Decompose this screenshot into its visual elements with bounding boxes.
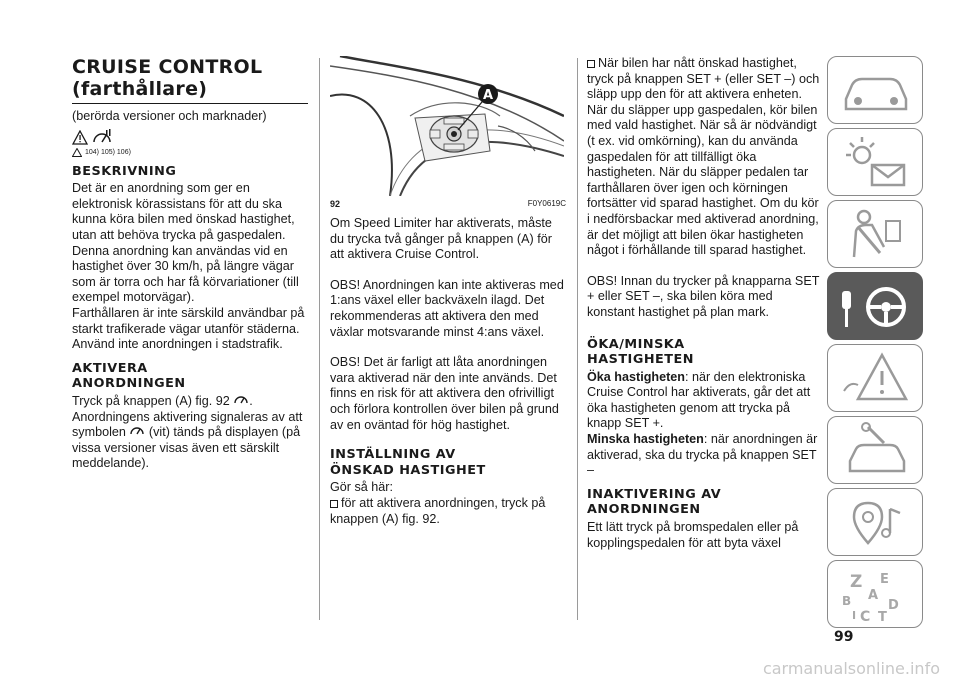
callout-label-a: A bbox=[482, 88, 494, 103]
signal-text-b: (vit) tänds på displayen (på vissa versioner visas även ett särskilt meddelande). bbox=[72, 425, 301, 471]
seatbelt-person-icon bbox=[828, 201, 923, 268]
warning-references: 104) 105) 106) bbox=[85, 148, 131, 156]
signal-text-a: Anordningens aktivering signaleras av att symbolen bbox=[72, 409, 303, 440]
figure-92-steering-wheel bbox=[330, 56, 564, 196]
bullet-set-speed bbox=[587, 56, 823, 259]
wrench-car-icon bbox=[828, 417, 923, 484]
car-icon bbox=[828, 57, 923, 124]
heading-installning bbox=[330, 447, 566, 478]
heading-inaktivering-line1: INAKTIVERING AV bbox=[587, 486, 722, 502]
warning-icons-row bbox=[72, 128, 308, 146]
small-warning-icon bbox=[72, 148, 82, 157]
heading-inaktivering-line2: ANORDNINGEN bbox=[587, 502, 701, 518]
warning-triangle-icon bbox=[828, 345, 923, 412]
tab-multimedia[interactable] bbox=[827, 488, 923, 556]
page-title bbox=[72, 56, 308, 100]
speedometer-icon bbox=[92, 128, 114, 146]
chapter-tabs bbox=[827, 56, 923, 632]
heading-beskrivning: BESKRIVNING bbox=[72, 163, 177, 179]
index-letter-d: D bbox=[888, 598, 899, 613]
figure-caption bbox=[330, 198, 566, 210]
paragraph-increase-speed bbox=[587, 370, 823, 432]
heading-oka-minska bbox=[587, 337, 823, 368]
paragraph-speed-limiter: Om Speed Limiter har aktiverats, måste du trycka två gånger på knappen (A) för att aktivera Cruise Control. bbox=[330, 216, 552, 262]
increase-speed-label: Öka hastigheten bbox=[587, 369, 685, 384]
decrease-speed-label: Minska hastigheten bbox=[587, 432, 704, 447]
paragraph-note-gear: OBS! Anordningen kan inte aktiveras med 1:ans växel eller backväxeln ilagd. Det rekommenderas att aktivera den med växlar motsvarande minst 4:ans växel. bbox=[330, 277, 564, 339]
title-rule bbox=[72, 103, 308, 104]
bullet-set-speed-text: När bilen har nått önskad hastighet, tryck på knappen SET + (eller SET –) och släpp upp den för att aktivera enheten. När du släpper upp gaspedalen, kör bilen med vald hastighet. När så är nödvändigt (t ex. vid omkörning), kan du använda gaspedalen för att tillfälligt öka hastigheten. När du släpper pedalen tar farthållaren över igen och körningen fortsätter vid sparad hastighet. Om du kör i nedförsbackar med aktiverad anordning, är det möjligt att bilen ökar hastigheten något i förhållande till sparad hastighet. bbox=[587, 56, 820, 258]
column-middle bbox=[330, 56, 566, 527]
bullet-square-icon bbox=[587, 60, 595, 68]
activate-text-end: . bbox=[249, 393, 253, 408]
tab-car[interactable] bbox=[827, 56, 923, 124]
figure-number: 92 bbox=[330, 199, 341, 209]
heading-aktivera bbox=[72, 361, 308, 392]
index-letter-z: Z bbox=[850, 572, 863, 592]
index-letter-b: B bbox=[842, 594, 852, 608]
activate-text: Tryck på knappen (A) fig. 92 bbox=[72, 393, 230, 408]
cruise-symbol-icon bbox=[129, 425, 145, 436]
bullet-activate bbox=[330, 496, 566, 527]
page-title-line2: (farthållare) bbox=[72, 78, 208, 100]
heading-installning-line2: ÖNSKAD HASTIGHET bbox=[330, 462, 486, 478]
index-letter-e: E bbox=[880, 572, 889, 587]
heading-oka-minska-line1: ÖKA/MINSKA bbox=[587, 336, 685, 352]
cruise-speedometer-icon bbox=[233, 394, 249, 405]
tab-driving[interactable] bbox=[827, 272, 923, 340]
decrease-speed-text: : när anordningen är aktiverad, ska du trycka på knappen SET – bbox=[587, 432, 818, 478]
index-letter-c: C bbox=[860, 609, 871, 625]
page-number: 99 bbox=[834, 629, 854, 645]
watermark: carmanualsonline.info bbox=[762, 659, 940, 678]
key-steering-wheel-icon bbox=[828, 273, 923, 340]
column-divider-1 bbox=[319, 58, 320, 620]
tab-emergency[interactable] bbox=[827, 344, 923, 412]
versions-note: (berörda versioner och marknader) bbox=[72, 109, 267, 123]
heading-inaktivering bbox=[587, 487, 823, 518]
warning-triangle-icon bbox=[72, 130, 92, 146]
bullet-square-icon bbox=[330, 500, 338, 508]
index-letter-a: A bbox=[868, 588, 879, 603]
paragraph-traffic: Farthållaren är inte särskild användbar på starkt trafikerade vägar utanför städerna. Använd inte anordningen i stadstrafik. bbox=[72, 305, 305, 352]
paragraph-how-to: Gör så här: bbox=[330, 480, 393, 495]
column-left bbox=[72, 56, 308, 472]
steering-wheel-illustration bbox=[330, 56, 564, 196]
alphabet-index-icon bbox=[828, 561, 923, 628]
tab-safety[interactable] bbox=[827, 200, 923, 268]
tab-lights-messages[interactable] bbox=[827, 128, 923, 196]
figure-code: F0Y0619C bbox=[527, 199, 566, 208]
heading-installning-line1: INSTÄLLNING AV bbox=[330, 447, 456, 463]
paragraph-activate bbox=[72, 394, 308, 410]
tab-index[interactable] bbox=[827, 560, 923, 628]
reference-row bbox=[72, 148, 308, 158]
page-title-line1: CRUISE CONTROL bbox=[72, 56, 263, 78]
index-letter-i: I bbox=[852, 609, 857, 622]
paragraph-description: Det är en anordning som ger en elektronisk körassistans för att du ska kunna köra bilen med önskad hastighet, utan att behöva trycka på gaspedalen. Denna anordning kan användas vid en hastighet över 30 km/h, på längre vägar som är torra och har få körvariationer (till exempel motorvägar). bbox=[72, 181, 299, 305]
sun-mail-icon bbox=[828, 129, 923, 196]
paragraph-note-set: OBS! Innan du trycker på knapparna SET + eller SET –, ska bilen köra med konstant hastighet på plan mark. bbox=[587, 273, 820, 319]
bullet-activate-text: för att aktivera anordningen, tryck på knappen (A) fig. 92. bbox=[330, 495, 546, 526]
navigation-music-icon bbox=[828, 489, 923, 556]
increase-speed-text: : när den elektroniska Cruise Control har aktiverats, går det att öka hastigheten genom att trycka på knapp SET +. bbox=[587, 369, 811, 431]
paragraph-note-danger: OBS! Det är farligt att låta anordningen vara aktiverad när den inte används. Det finns en risk för att aktivera den ofrivilligt och förlora kontrollen över bilen på grund av en oväntad för hög hastighet. bbox=[330, 355, 559, 432]
column-right bbox=[587, 56, 823, 551]
paragraph-decrease-speed bbox=[587, 432, 823, 479]
heading-aktivera-line1: AKTIVERA bbox=[72, 360, 148, 376]
heading-oka-minska-line2: HASTIGHETEN bbox=[587, 352, 694, 368]
paragraph-signal bbox=[72, 410, 308, 472]
paragraph-deactivate: Ett lätt tryck på bromspedalen eller på kopplingspedalen för att byta växel bbox=[587, 520, 799, 550]
column-divider-2 bbox=[577, 58, 578, 620]
tab-maintenance[interactable] bbox=[827, 416, 923, 484]
heading-aktivera-line2: ANORDNINGEN bbox=[72, 376, 186, 392]
index-letter-t: T bbox=[878, 610, 887, 625]
